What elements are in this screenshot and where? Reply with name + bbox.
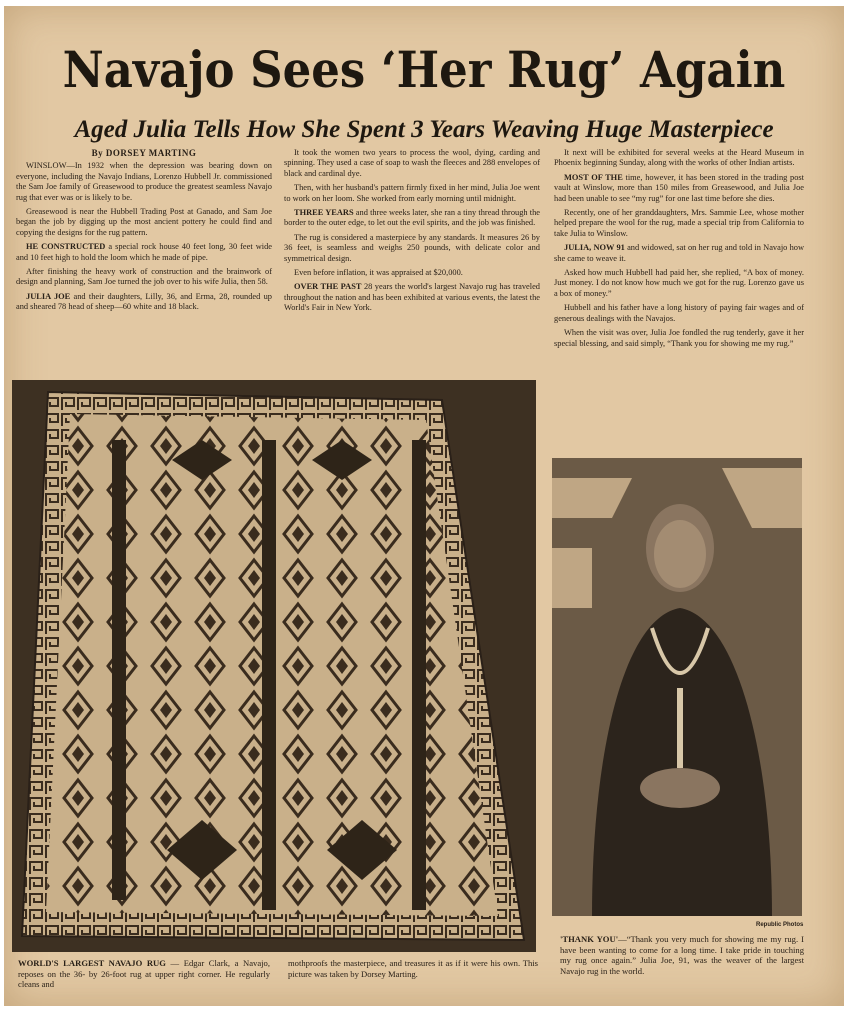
newspaper-clipping (4, 6, 844, 1006)
paragraph: Even before inflation, it was appraised at $20,000. (294, 268, 463, 278)
paragraph: Recently, one of her granddaughters, Mrs. Sammie Lee, whose mother helped prepare the wool for the rug, made a special trip from California to take Julia to Winslow. (554, 208, 804, 238)
paragraph: Greasewood is near the Hubbell Trading Post at Ganado, and Sam Joe began the job by digging up the most ancient pottery he could find and copying the designs for the rug pattern. (16, 207, 272, 237)
julia-joe-photo (552, 458, 802, 916)
paragraph: THREE YEARS and three weeks later, she ran a tiny thread through the border to the outer edge, to let out the evil spirits, and the job was finished. (284, 208, 540, 228)
portrait-illustration (552, 458, 802, 916)
paragraph: OVER THE PAST 28 years the world's largest Navajo rug has traveled throughout the nation and has been exhibited at various events, the latest the World's Fair in New York. (284, 282, 540, 313)
byline: By DORSEY MARTING (91, 148, 197, 158)
photo-credit: Republic Photos (756, 922, 804, 928)
paragraph: Then, with her husband's pattern firmly fixed in her mind, Julia Joe went to work on her loom. She worked from early morning until midnight. (284, 183, 540, 203)
paragraph: It next will be exhibited for several weeks at the Heard Museum in Phoenix beginning Sunday, along with the works of other Indian artists. (554, 148, 804, 168)
paragraph: The rug is considered a masterpiece by any standards. It measures 26 by 36 feet, is seamless and weighs 250 pounds, with delicate color and symmetrical design. (284, 232, 540, 263)
rug-caption-continued: mothproofs the masterpiece, and treasures it as if it were his own. This picture was taken by Dorsey Marting. (288, 958, 538, 979)
paragraph: HE CONSTRUCTED a special rock house 40 feet long, 30 feet wide and 10 feet high to hold the loom which he made of pipe. (16, 242, 272, 262)
article-column-2 (284, 148, 540, 318)
subheadline: Aged Julia Tells How She Spent 3 Years Weaving Huge Masterpiece (74, 116, 774, 143)
headline: Navajo Sees ‘Her Rug’ Again (62, 40, 786, 99)
portrait-caption: 'THANK YOU'—“Thank you very much for showing me my rug. I have been wanting to come for a long time. I take pride in touching my rug once again.” Julia Joe, 91, was the weaver of the largest Navajo rug in the world. (560, 934, 804, 976)
rug-caption: WORLD'S LARGEST NAVAJO RUG — Edgar Clark, a Navajo, reposes on the 36- by 26-foot rug at upper right corner. He regularly cleans and (18, 958, 270, 990)
paragraph: After finishing the heavy work of construction and the brainwork of design and planning, Sam Joe turned the job over to his wife Julia, then 58. (16, 267, 272, 287)
article-column-1 (16, 148, 272, 317)
paragraph: Asked how much Hubbell had paid her, she replied, “A box of money. Just money. I do not know how much we got for the rug. Lorenzo gave us a box of money.” (554, 268, 804, 298)
rug-photo (12, 380, 536, 952)
paragraph: WINSLOW—In 1932 when the depression was bearing down on everyone, including the Navajo Indians, Lorenzo Hubbell Jr. commissioned the Sam Joe family of Greasewood to produce the greatest seamless Navajo rug that ever was or is likely to be. (16, 161, 272, 202)
rug-illustration (12, 380, 536, 952)
paragraph: MOST OF THE time, however, it has been stored in the trading post vault at Winslow, more than 150 miles from Greasewood, and Julia Joe had been unable to see “my rug” for one last time before she dies. (554, 172, 804, 203)
paragraph: It took the women two years to process the wool, dying, carding and spinning. They used a case of soap to wash the fleeces and 288 envelopes of black and cardinal dye. (284, 148, 540, 178)
paragraph: When the visit was over, Julia Joe fondled the rug tenderly, gave it her special blessing, and said simply, “Thank you for showing me my rug.” (554, 328, 804, 348)
article-column-3 (554, 148, 804, 353)
paragraph: Hubbell and his father have a long history of paying fair wages and of generous dealings with the Navajos. (554, 303, 804, 323)
paragraph: JULIA JOE and their daughters, Lilly, 36, and Erma, 28, rounded up and sheared 78 head of sheep—60 white and 18 black. (16, 291, 272, 312)
paragraph: JULIA, NOW 91 and widowed, sat on her rug and told in Navajo how she came to weave it. (554, 243, 804, 263)
